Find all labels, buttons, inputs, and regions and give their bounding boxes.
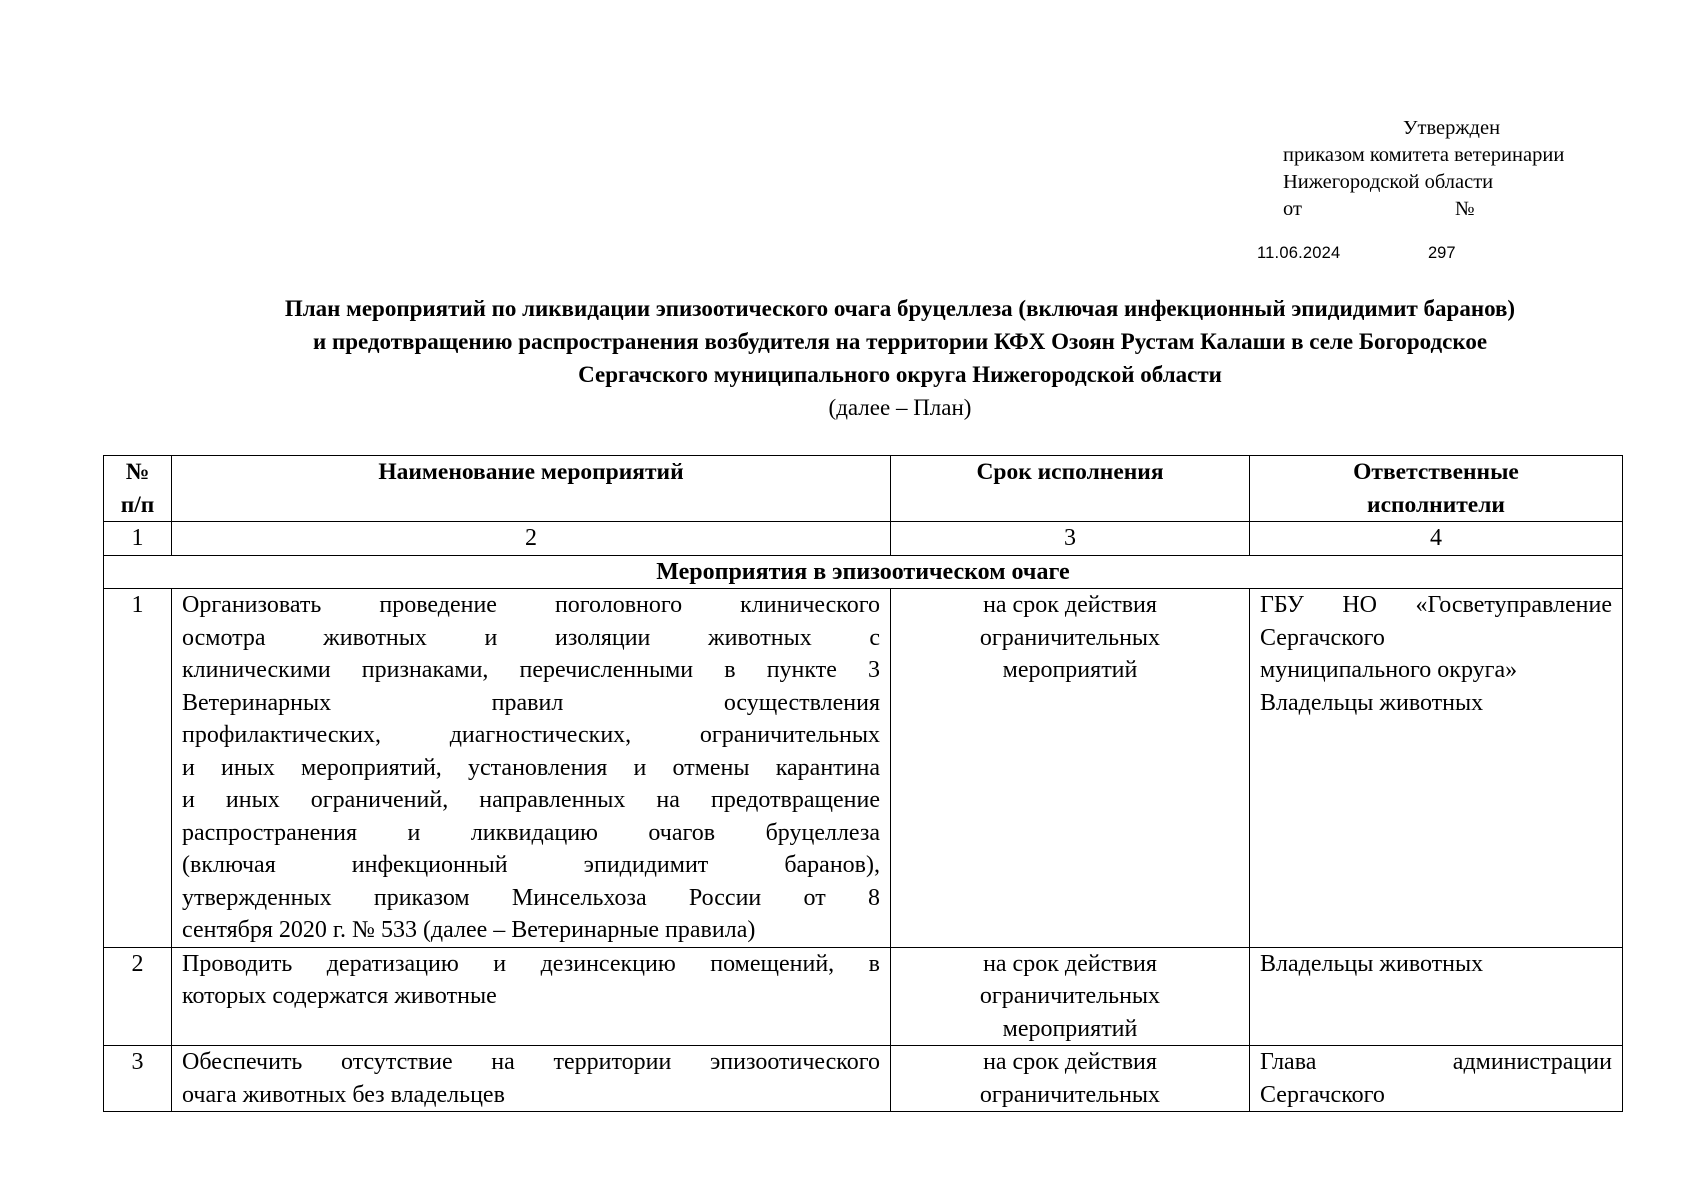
row-name-line: клиническими признаками, перечисленными в пункте 3	[182, 657, 880, 683]
row-term-line: ограничительных	[979, 624, 1161, 651]
header-term: Срок исполнения	[891, 456, 1250, 522]
row-name-line: осмотра животных и изоляции животных с	[182, 624, 880, 651]
title-line-2: и предотвращению распространения возбудителя на территории КФХ Озоян Рустам Калаши в селе Богородское	[312, 329, 1488, 354]
approval-block	[1283, 115, 1564, 223]
order-date: 11.06.2024	[1257, 244, 1341, 262]
row-name-line: и иных ограничений, направленных на предотвращение	[182, 787, 880, 813]
row-term-line: на срок действия	[983, 592, 1157, 618]
row-responsible	[1250, 1046, 1623, 1112]
row-term	[891, 589, 1250, 948]
row-number: 2	[104, 947, 172, 1046]
table-row	[104, 589, 1623, 948]
title-subtitle: (далее – План)	[828, 395, 972, 420]
table-row	[104, 1046, 1623, 1112]
row-name-line: сентября 2020 г. № 533 (далее – Ветеринарные правила)	[182, 917, 756, 943]
column-number-4: 4	[1250, 522, 1623, 556]
row-responsible-line: муниципального округа»	[1260, 657, 1518, 683]
approval-line-from	[1283, 196, 1564, 223]
title-line-1: План мероприятий по ликвидации эпизоотического очага бруцеллеза (включая инфекционный эпидидимит баранов)	[284, 296, 1516, 321]
document-title	[120, 292, 1680, 424]
row-term	[891, 947, 1250, 1046]
row-name-line: Обеспечить отсутствие на территории эпизоотического	[182, 1049, 880, 1075]
row-responsible-line: Сергачского	[1260, 624, 1385, 651]
row-name	[172, 1046, 891, 1112]
row-responsible-line: Глава администрации	[1260, 1049, 1612, 1075]
section-row	[104, 555, 1623, 589]
header-num: № п/п	[104, 456, 172, 522]
row-name-line: утвержденных приказом Минсельхоза России от 8	[182, 884, 880, 911]
section-title: Мероприятия в эпизоотическом очаге	[104, 555, 1623, 589]
order-number: 297	[1428, 244, 1456, 262]
row-name-line: Проводить дератизацию и дезинсекцию помещений, в	[182, 950, 880, 977]
row-name-line: Ветеринарных правил осуществления	[182, 689, 880, 716]
title-line-3: Сергачского муниципального округа Нижегородской области	[578, 362, 1222, 387]
row-term-line: на срок действия	[983, 1049, 1157, 1075]
from-label: от	[1283, 198, 1302, 220]
row-name-line: которых содержатся животные	[182, 983, 497, 1009]
row-responsible-line: Владельцы животных	[1260, 950, 1484, 977]
row-name-line: распространения и ликвидацию очагов бруцеллеза	[182, 819, 880, 846]
row-term-line: ограничительных	[979, 1081, 1161, 1108]
row-responsible-line: Сергачского	[1260, 1081, 1385, 1108]
plan-table	[103, 455, 1623, 1112]
row-responsible	[1250, 589, 1623, 948]
column-number-2: 2	[172, 522, 891, 556]
row-name-line: Организовать проведение поголовного клинического	[182, 592, 880, 618]
row-name-line: (включая инфекционный эпидидимит баранов),	[182, 852, 880, 878]
column-number-3: 3	[891, 522, 1250, 556]
column-number-1: 1	[104, 522, 172, 556]
row-name	[172, 589, 891, 948]
approval-line-approved: Утвержден	[1403, 117, 1501, 139]
row-term	[891, 1046, 1250, 1112]
row-responsible-line: Владельцы животных	[1260, 689, 1484, 716]
row-name-line: очага животных без владельцев	[182, 1081, 505, 1108]
header-responsible: Ответственные исполнители	[1250, 456, 1623, 522]
number-label: №	[1455, 198, 1475, 220]
row-number: 3	[104, 1046, 172, 1112]
approval-line-region: Нижегородской области	[1283, 171, 1494, 193]
header-row	[104, 456, 1623, 522]
row-term-line: на срок действия	[983, 950, 1157, 977]
row-name	[172, 947, 891, 1046]
table-row	[104, 947, 1623, 1046]
row-term-line: ограничительных	[979, 983, 1161, 1009]
approval-line-order: приказом комитета ветеринарии	[1283, 144, 1565, 166]
row-term-line: мероприятий	[1002, 1015, 1138, 1042]
row-responsible-line: ГБУ НО «Госветуправление	[1260, 592, 1612, 618]
header-name: Наименование мероприятий	[172, 456, 891, 522]
row-name-line: профилактических, диагностических, ограничительных	[182, 722, 880, 748]
row-name-line: и иных мероприятий, установления и отмены карантина	[182, 754, 880, 781]
row-responsible	[1250, 947, 1623, 1046]
row-number: 1	[104, 589, 172, 948]
column-number-row	[104, 522, 1623, 556]
row-term-line: мероприятий	[1002, 657, 1138, 683]
